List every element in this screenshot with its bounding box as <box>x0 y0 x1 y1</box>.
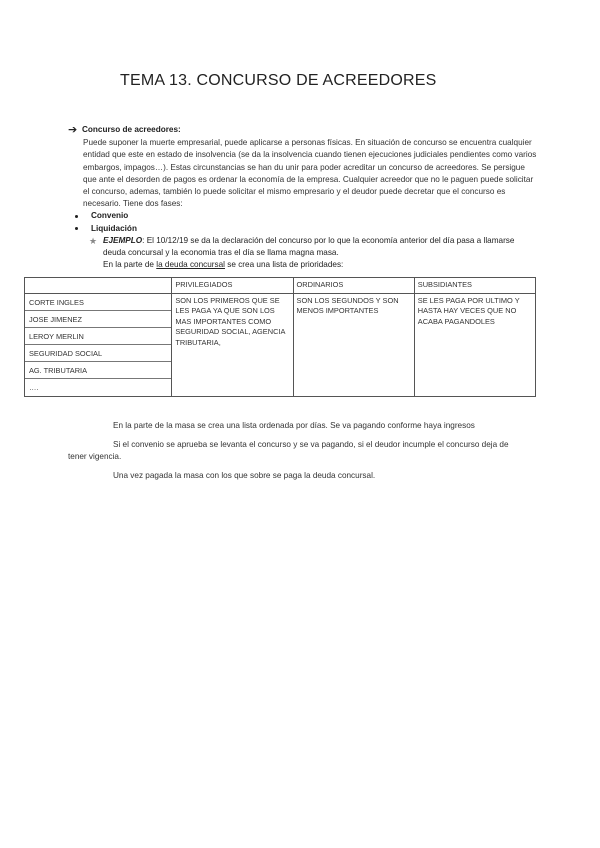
list-item-label: Liquidación <box>91 223 137 233</box>
page-title: TEMA 13. CONCURSO DE ACREEDORES <box>120 72 437 89</box>
creditor-item: …. <box>29 382 39 392</box>
creditor-item: LEROY MERLIN <box>25 328 171 345</box>
example-body <box>103 235 538 272</box>
table-header-cell: ORDINARIOS <box>293 278 414 294</box>
creditor-item: JOSE JIMENEZ <box>25 311 171 328</box>
list-item <box>75 223 538 235</box>
creditor-item: AG. TRIBUTARIA <box>25 362 171 379</box>
section-concurso <box>68 124 538 271</box>
table-header-row <box>25 278 536 294</box>
table-header-cell: SUBSIDIANTES <box>414 278 535 294</box>
closing-paragraphs <box>68 420 538 482</box>
example-item <box>89 235 538 272</box>
creditor-item: SEGURIDAD SOCIAL <box>25 345 171 362</box>
example-line2 <box>103 259 538 271</box>
section-paragraph: Puede suponer la muerte empresarial, puede aplicarse a personas físicas. En situación de concurso se encuentra cualquier entidad que este en estado de insolvencia (se da la insolvencia cuando tienen ejecuciones judiciales pendientes como varios embargos, impagos…). Estas circunstancias se han du unir para poder acreditar un concurso de acreedores. Se persigue que ante el desorden de pagos es ordenar la economía de la empresa. Cualquier acreedor que no le paguen puede solicitar el concurso, ademas, también lo puede solicitar el mismo empresario y el deudor puede decretar que el concurso es necesario. Tiene dos fases: <box>83 138 537 209</box>
example-label: EJEMPLO <box>103 235 143 245</box>
example-line2-post: se crea una lista de prioridades: <box>225 260 344 270</box>
example-line2-pre: En la parte de <box>103 260 157 270</box>
deuda-concursal-link: la deuda concursal <box>156 260 225 270</box>
star-icon: ★ <box>89 235 98 246</box>
table-header-cell: PRIVILEGIADOS <box>172 278 293 294</box>
creditors-cell <box>25 293 172 396</box>
privilegiados-cell: SON LOS PRIMEROS QUE SE LES PAGA YA QUE SON LOS MAS IMPORTANTES COMO SEGURIDAD SOCIAL, AGENCIA TRIBUTARIA, <box>172 293 293 396</box>
paragraph-deuda: Una vez pagada la masa con los que sobre se paga la deuda concursal. <box>113 471 376 480</box>
example-text: : El 10/12/19 se da la declaración del concurso por lo que la economía anterior del día pasa a llamarse deuda concursal y la economia tras el día se llama magna masa. <box>103 235 515 257</box>
paragraph-masa: En la parte de la masa se crea una lista ordenada por días. Se va pagando conforme haya ingresos <box>113 421 475 430</box>
table-row <box>25 293 536 396</box>
arrow-right-icon: ➔ <box>68 124 78 137</box>
list-item-label: Convenio <box>91 211 129 221</box>
section-heading <box>68 124 538 136</box>
table-header-cell <box>25 278 172 294</box>
bullet-icon <box>75 215 78 218</box>
phase-list <box>75 210 538 234</box>
ordinarios-cell: SON LOS SEGUNDOS Y SON MENOS IMPORTANTES <box>293 293 414 396</box>
bullet-icon <box>75 227 78 230</box>
section-heading-text: Concurso de acreedores: <box>82 125 181 134</box>
priority-table <box>24 277 536 397</box>
creditor-item: CORTE INGLES <box>25 294 171 311</box>
subsidiantes-cell: SE LES PAGA POR ULTIMO Y HASTA HAY VECES QUE NO ACABA PAGANDOLES <box>414 293 535 396</box>
list-item <box>75 210 538 222</box>
paragraph-convenio: Si el convenio se aprueba se levanta el concurso y se va pagando, si el deudor incumple el concurso deja de tener vigencia. <box>68 440 509 461</box>
